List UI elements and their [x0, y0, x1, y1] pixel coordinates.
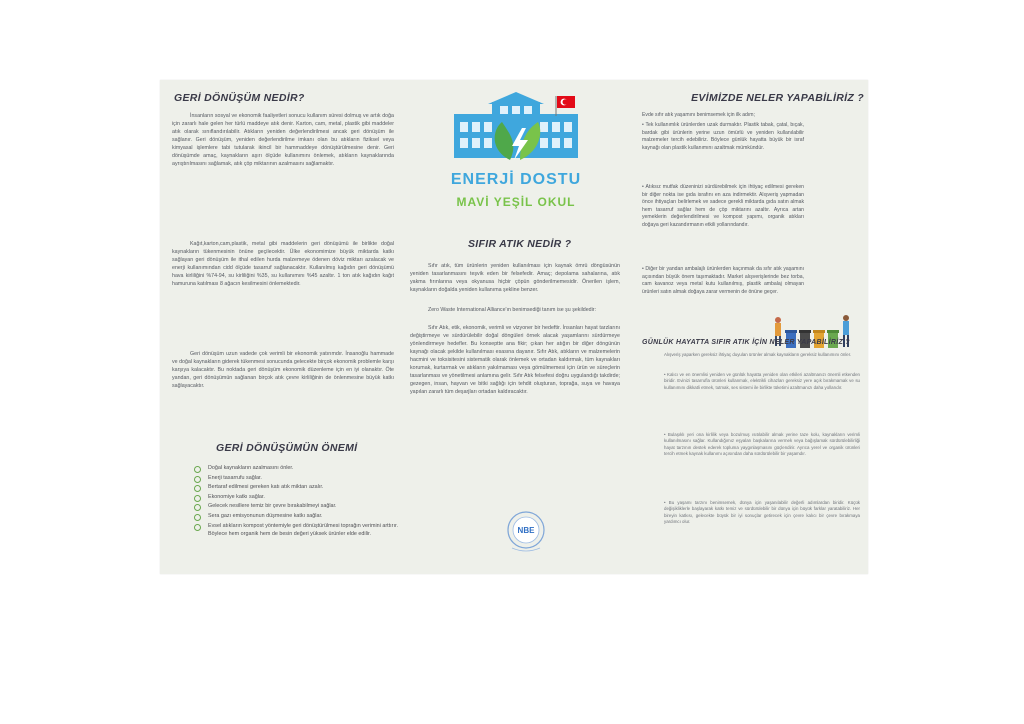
list-item: Evsel atıkların kompost yöntemiyle geri dönüştürülmesi toprağın verimini arttırır. Böylece hem organik hem de besin değeri yüksek ürünler elde edilir. — [194, 522, 406, 539]
home-bullet-2: • Atıksız mutfak düzeninizi sürdürebilmek için ihtiyaç edilmesi gereken bir diğer nokta ise gıda israfını en aza indirmektir. Alışveriş yapmadan önce ihtiyaçları belirlemek ve sadece gerekli miktarda gıda satın almak hem tasarruf sağlar hem de çöp miktarını azaltır. Ayrıca artan yemeklerin değerlendirilmesi ve kompost yapımı, organik atıkları doğaya geri kazandırmanın etkili yollarındandır. — [642, 184, 804, 228]
home-bullet-3: • Diğer bir yandan ambalajlı ürünlerden kaçınmak da sıfır atık yaşamını açısından büyük önem taşımaktadır. Market alışverişlerinde bez torba, cam kavanoz veya metal kutu kullanılmış, plastik ambalaj olmayan ürünleri satın almak doğaya zarar vermenin de önüne geçer. — [642, 266, 804, 295]
zero-waste-paragraph-3: Sıfır Atık, etik, ekonomik, verimli ve vizyoner bir hedeftir. İnsanları hayat tarzlarını değiştirmeye ve sürdürülebilir doğal döngüleri örnek alacak yaşamlarını sürdürmeye yönlendirmeye hedefler. Bu konseptte ana fikir; çıkan her atığın bir diğer döngünün kaynağı olacak şekilde kullanılması esasına dayanır. Sıfır Atık, atıkların ve malzemelerin hacmini ve toksisitesini sistematik olarak önlemek ve ortadan kaldırmak, tüm kaynakları korumak, kurtarmak ve atıkların yakılmaması veya gömülmemesi için ürün ve süreçlerin tasarlanması ve yönetilmesi anlamına gelir. Sıfır Atık felsefesi doğru uygulandığı takdirde; gezegen, insan, hayvan ve bitki sağlığı için tehdit oluşturan, toprağa, suya ve havaya yapılan zararlı tüm deşarjları ortadan kaldıracaktır. — [410, 325, 620, 395]
circle-bullet-icon — [194, 485, 201, 492]
home-bullet-1: • Tek kullanımlık ürünlerden uzak durmaktır. Plastik tabak, çatal, bıçak, bardak gibi ürünlerin yerine uzun ömürlü ve yeniden kullanılabilir malzemeler tercih edebiliriz. Böylece günlük hayatta büyük bir israf kaynağı olan plastik kullanımını azaltmak mümkündür. — [642, 122, 804, 151]
list-item: Bertaraf edilmesi gereken katı atık miktarı azalır. — [194, 483, 406, 493]
column-middle — [410, 80, 620, 574]
zero-waste-title: SIFIR ATIK NEDİR ? — [468, 238, 572, 250]
list-item: Sera gazı emisyonunun düşmesine katkı sağlar. — [194, 512, 406, 522]
circle-bullet-icon — [194, 476, 201, 483]
daily-intro: Alışveriş yaparken gereksiz ihtiyaç duyulan ürünler almak kaynakların gereksiz kullanımını önler. — [664, 352, 852, 357]
circle-bullet-icon — [194, 524, 201, 531]
list-item: Enerji tasarrufu sağlar. — [194, 474, 406, 484]
circle-bullet-icon — [194, 466, 201, 473]
zero-waste-paragraph-1: Sıfır atık, tüm ürünlerin yeniden kullanılması için kaynak ömrü döngüsünün yeniden tasarlanmasını teşvik eden bir felsefedir. Amaç; depolama sahalarına, atık yakma fırınlarına veya okyanusa hiçbir çöpün gönderilmemesidir. Önerilen işlem, kaynakların doğalda yeniden kullanıma şekline benzer. — [410, 263, 620, 293]
logo-subtitle: MAVİ YEŞİL OKUL — [456, 195, 576, 209]
recycling-paragraph-1: İnsanların sosyal ve ekonomik faaliyetleri sonucu kullanım süresi dolmuş ve artık doğa için zararlı hale gelen her türlü maddeye atık denir. Karton, cam, metal, plastik gibi maddeler atık olarak sınıflandırılabilir. Atıkların yeniden değerlendirilmesi ancak geri dönüşüm ile sağlanır. Geri dönüşüm, yeniden değerlendirilme imkanı olan bu atıkların fiziksel veya kimyasal işlemlere tabi tutularak ikincil bir hammaddeye dönüştürülmesine denir. Geri dönüşümde amaç, kaynakların aşırı ölçüde kullanımını önlemek, atıkların kaynaklarında ayrıştırılmasını sağlamak, atık çöp miktarının azalmasını sağlamaktır. — [172, 113, 394, 167]
list-item: Ekonomiye katkı sağlar. — [194, 493, 406, 503]
daily-bullet-3: • Bu yaşamı tarzını benimsemek, dünya için yaşanılabilir değerli adımlardan biridir. Küçük değişikliklerle başlayarak katkı temiz ve sürdürülebilir bir dünya için büyük farklar yaratabiliriz. Her bireyin katkısı, gelecekte büyük bir iyi sonuçlar getirecek için çevre kalıcı bir çevre bırakmaya yardımcı olur. — [664, 500, 860, 525]
energy-friendly-school-logo — [440, 92, 592, 218]
daily-life-title: GÜNLÜK HAYATTA SIFIR ATIK İÇİN NELER YAPABİLİRİZ ? — [642, 339, 850, 346]
logo-title: ENERJİ DOSTU — [450, 171, 582, 188]
column-right — [638, 80, 864, 574]
column-left — [172, 80, 398, 574]
school-stamp-icon — [506, 510, 546, 554]
daily-bullet-1: • Kalıcı ve en önemlisi yeniden ve günlük hayatta yeniden olan etkileri azaltmanızı önemli etkenden biridir. Evinizi tasarrufla ürünleri kullanmak, elektrikli cihazları gereksiz yere açık bırakmamak ve su kullanımını dikkatli etmek, tutmak, ses sistemi ile birlikte tüketimi azaltmanızı daha yollarıdır. — [664, 372, 860, 390]
list-item: Gelecek nesillere temiz bir çevre bırakabilmeyi sağlar. — [194, 502, 406, 512]
recycling-importance-title: GERİ DÖNÜŞÜMÜN ÖNEMİ — [216, 442, 358, 454]
circle-bullet-icon — [194, 504, 201, 511]
importance-list — [194, 464, 406, 539]
recycle-bins-icon — [770, 312, 858, 352]
home-actions-title: EVİMİZDE NELER YAPABİLİRİZ ? — [691, 92, 864, 104]
home-intro: Evde sıfır atık yaşamını benimsemek için ilk adım; — [642, 112, 755, 118]
daily-bullet-2: • Bulaşıklı yeri ona kirlilik veya bozulmuş ısıtılabilir almak yerine taze kolu, kaynakların verimli kullanılmasını sağlar. Kullandığımız eşyaları başkalarına vermek veya bağışlamak sürdürülebilirliği hayat tarzının destek ederek topluma yaygınlaşmasını güçlendirir. Ayrıca yerel ve organik ürünleri tercih etmek kaynak kullanımı açısından daha sürdürülebilir bir yaşamdır. — [664, 432, 860, 457]
brochure-sheet — [160, 80, 868, 574]
circle-bullet-icon — [194, 514, 201, 521]
stamp-text: NBE — [517, 526, 535, 535]
recycling-title: GERİ DÖNÜŞÜM NEDİR? — [174, 92, 305, 104]
recycling-paragraph-3: Geri dönüşüm uzun vadede çok verimli bir ekonomik yatırımdır. İnsanoğlu hammade ve doğal kaynakların giderek tükenmesi sonucunda gelecekte birçok ekonomik problemle karşı karşıya kalacaktır. Bu noktada geri dönüşüm ekonomik düzenleme için en iyi olanaktır. Öte yandan, geri dönüşümün sağlanan birçok atık çevre kirliliğinin de önlenmesine büyük katkı sağlayacaktır. — [172, 351, 395, 389]
zero-waste-paragraph-2: Zero Waste International Alliance'ın benimsediği tanım ise şu şekildedir: — [428, 307, 597, 313]
list-item: Doğal kaynakların azalmasını önler. — [194, 464, 406, 474]
recycling-paragraph-2: Kağıt,karton,cam,plastik, metal gibi maddelerin geri dönüşümü ile birlikte doğal kaynakların tükenmesinin önüne geçilecektir. Ülke ekonomimize büyük miktarda katkı sağlayan geri dönüşüm ile ithal edilen hurda malzemeye ödenen döviz miktarı azalacak ve enerji kullanımından cidd ölçüde tasarruf sağlanacaktır. Kullanılmış kağıdın geri dönüşümü hava kirliliğini %74-94, su kirliliğini %35, su kullanımını %45 azaltır. 1 ton atık kağıdın kağıt hamuruna katılması 8 ağacın kesilmesini önlemektedir. — [172, 241, 394, 287]
turkish-flag-icon — [556, 96, 575, 116]
circle-bullet-icon — [194, 495, 201, 502]
